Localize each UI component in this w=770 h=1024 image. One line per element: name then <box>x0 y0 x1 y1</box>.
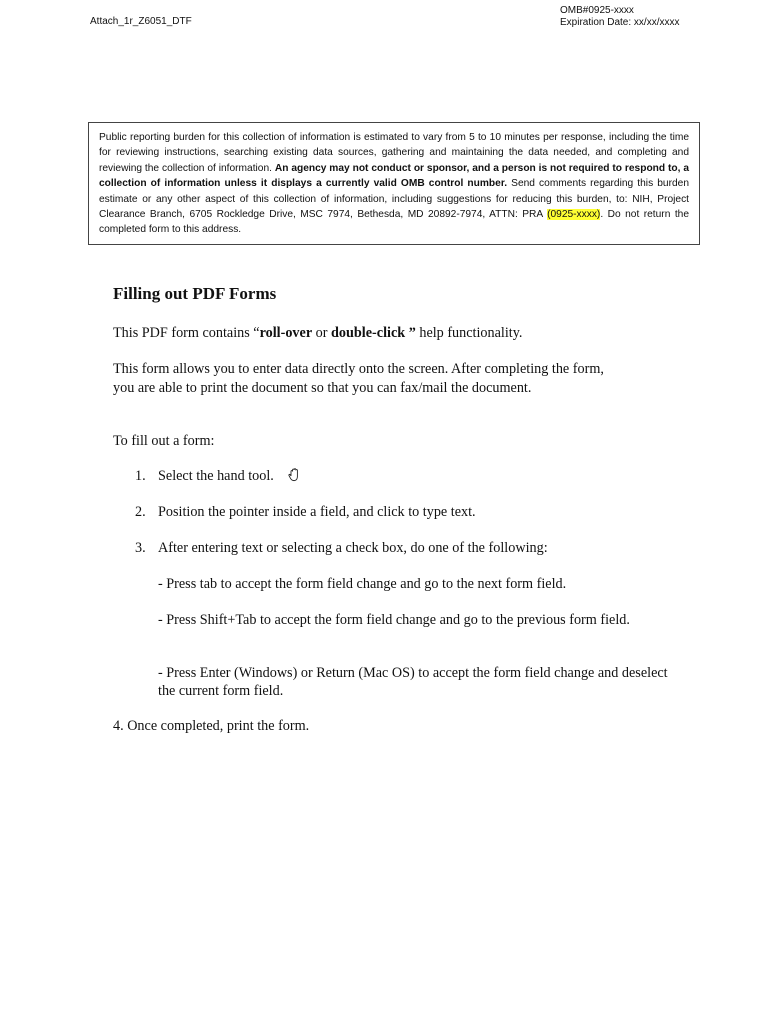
omb-info <box>560 5 679 29</box>
burden-text-2: Send comments regarding this burden estimate or any other aspect of this collection of information, including suggestions for reducing this burden, to: NIH, Project Clearance Branch, 6705 Rockledge Drive, MSC 7974, Bethesda, MD 20892-7974, ATTN: PRA <box>99 178 689 221</box>
allow-line-2: you are able to print the document so that you can fax/mail the document. <box>113 380 532 396</box>
step-number: 3. <box>135 540 146 556</box>
expiration-date: Expiration Date: xx/xx/xxxx <box>560 17 680 28</box>
intro-paragraph <box>113 324 522 343</box>
step-number: 1. <box>135 468 146 484</box>
step-1 <box>135 467 303 486</box>
omb-number: OMB#0925-xxxx <box>560 5 634 16</box>
burden-statement <box>88 122 700 245</box>
sub-item-shift-tab: - Press Shift+Tab to accept the form field change and go to the previous form field. <box>158 612 630 628</box>
attachment-id: Attach_1r_Z6051_DTF <box>90 16 192 27</box>
step-4: 4. Once completed, print the form. <box>113 718 310 734</box>
intro-bold-rollover: roll-over <box>259 325 313 341</box>
intro-pre: This PDF form contains “ <box>113 325 260 341</box>
section-title: Filling out PDF Forms <box>113 284 277 303</box>
intro-bold-doubleclick: double-click ” <box>331 325 416 341</box>
allow-paragraph <box>113 360 604 398</box>
step-3 <box>135 539 548 558</box>
allow-line-1: This form allows you to enter data directly onto the screen. After completing the form, <box>113 361 604 377</box>
burden-text-1: Public reporting burden for this collection of information is estimated to vary from 5 to 10 minutes per response, including the time for reviewing instructions, searching existing data sources, gathering and maintaining the data needed, and completing and reviewing the collection of information. <box>99 132 689 174</box>
omb-highlight: (0925-xxxx) <box>547 209 601 221</box>
sub-item-tab: - Press tab to accept the form field change and go to the next form field. <box>158 576 567 592</box>
burden-text-3: . Do not return the completed form to this address. <box>99 209 689 236</box>
step-2 <box>135 503 476 522</box>
step-text: After entering text or selecting a check box, do one of the following: <box>158 540 548 556</box>
intro-mid: or <box>312 325 332 341</box>
sub-item-enter: - Press Enter (Windows) or Return (Mac OS) to accept the form field change and deselect the current form field. <box>158 665 668 699</box>
intro-post: help functionality. <box>415 325 523 341</box>
burden-bold-text: An agency may not conduct or sponsor, and a person is not required to respond to, a collection of information unless it displays a currently valid OMB control number. <box>99 162 689 190</box>
step-text: Position the pointer inside a field, and click to type text. <box>158 504 476 520</box>
hand-icon <box>287 467 303 483</box>
to-fill-heading: To fill out a form: <box>113 433 215 449</box>
step-text: Select the hand tool. <box>158 468 274 484</box>
step-number: 2. <box>135 504 146 520</box>
